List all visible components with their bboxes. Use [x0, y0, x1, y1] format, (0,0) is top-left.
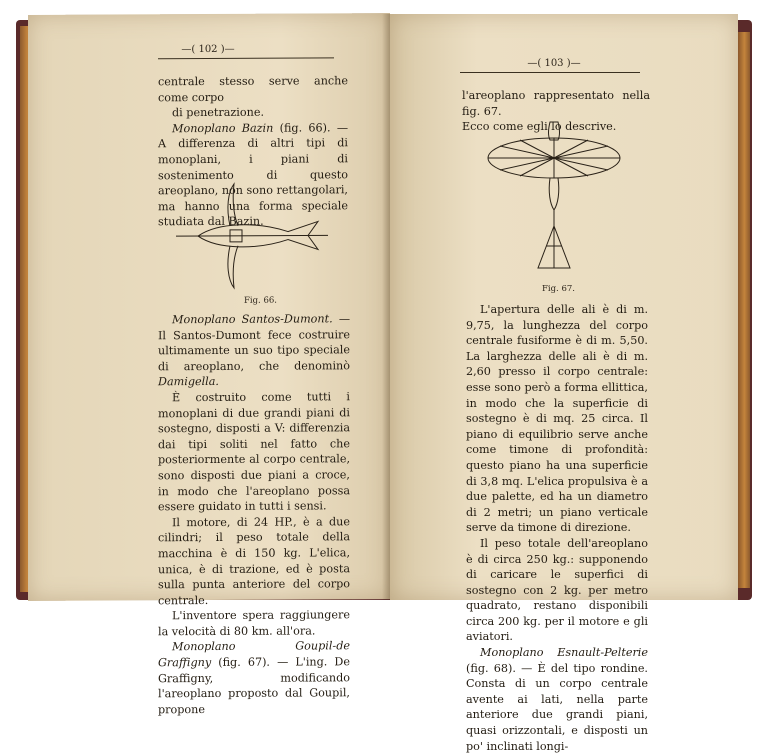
santos-heading: Monoplano Santos-Dumont. [172, 312, 333, 327]
bazin-heading: Monoplano Bazin [172, 121, 274, 135]
right-line-2: Ecco come egli lo descrive. [462, 120, 617, 134]
figure-67-goupil-monoplane [484, 118, 624, 280]
santos-name: Damigella. [158, 375, 219, 389]
esnault-ref: (fig. 68). [466, 661, 516, 675]
goupil-text: — L'ing. De Graffigny, modificando l'areoplano proposto dal Goupil, propone [158, 655, 350, 717]
figure-66-caption: Fig. 66. [244, 295, 277, 306]
left-text-bottom [158, 311, 350, 717]
left-para-3: L'inventore spera raggiungere la velocità di 80 km. all'ora. [158, 608, 350, 639]
santos-paragraph [158, 311, 350, 390]
right-page-number: —( 103 )— [527, 58, 581, 69]
right-text-bottom [466, 302, 648, 754]
page-edge-right [736, 32, 750, 588]
figure-67-caption: Fig. 67. [542, 284, 575, 294]
left-line-2: di penetrazione. [172, 105, 265, 120]
figure-66-bazin-monoplane [168, 173, 338, 294]
goupil-heading: Monoplano Goupil-de Graffigny [158, 639, 350, 670]
open-book [6, 8, 762, 753]
santos-text: — Il Santos-Dumont fece costruire ultimamente un suo tipo speciale di areoplano, che denominò [158, 312, 351, 374]
esnault-heading: Monoplano Esnault-Pelterie [480, 646, 648, 660]
right-header-rule [460, 72, 640, 73]
right-para-1: L'apertura delle ali è di m. 9,75, la lunghezza del corpo centrale fusiforme è di m. 5,50. La larghezza delle ali è di m. 2,60 presso il corpo centrale: esse sono però a forma ellittica, in modo che la superficie di sostegno è di mq. 25 circa. Il piano di equilibrio serve anche come timone di profondità: questo piano ha una superficie di 3,8 mq. L'elica propulsiva è a due palette, ed ha un diametro di 2 metri; un piano verticale serve da timone di direzione. [466, 303, 648, 535]
left-page-number: —( 102 )— [181, 43, 235, 56]
right-para-2: Il peso totale dell'areoplano è di circa 250 kg.: supponendo di caricare le superfici di sostegno con 2 kg. per metro quadrato, restano disponibili circa 200 kg. per il motore e gli aviatori. [466, 536, 648, 644]
left-page [28, 13, 390, 717]
right-page [390, 14, 738, 753]
left-para-1: È costruito come tutti i monoplani di due grandi piani di sostegno, disposti a V: differenzia dai tipi soliti nel fatto che posteriormente al corpo centrale, sono disposti due piani a croce, in modo che l'areoplano possa essere guidato in tutti i sensi. [158, 390, 350, 514]
esnault-text: — È del tipo rondine. Consta di un corpo centrale avente ai lati, nella parte anteriore due grandi piani, quasi orizzontali, e disposti un po' inclinati longi- [466, 661, 648, 753]
left-header-rule [158, 57, 334, 59]
right-line-1: l'areoplano rappresentato nella fig. 67. [462, 89, 650, 118]
bazin-text: (fig. 66). — A differenza di altri tipi di monoplani, i piani di sostenimento di questo areoplano, non sono rettangolari, ma hanno una forma speciale studiata dal Bazin. [158, 121, 349, 229]
left-line-1: centrale stesso serve anche come corpo [158, 74, 348, 104]
goupil-paragraph [158, 639, 350, 718]
goupil-ref: (fig. 67). [211, 655, 270, 670]
esnault-paragraph [466, 645, 648, 754]
left-para-2: Il motore, di 24 HP., è a due cilindri; il peso totale della macchina è di 150 kg. L'elica, unica, è di trazione, ed è posta sulla punta anteriore del corpo centrale. [158, 514, 350, 607]
